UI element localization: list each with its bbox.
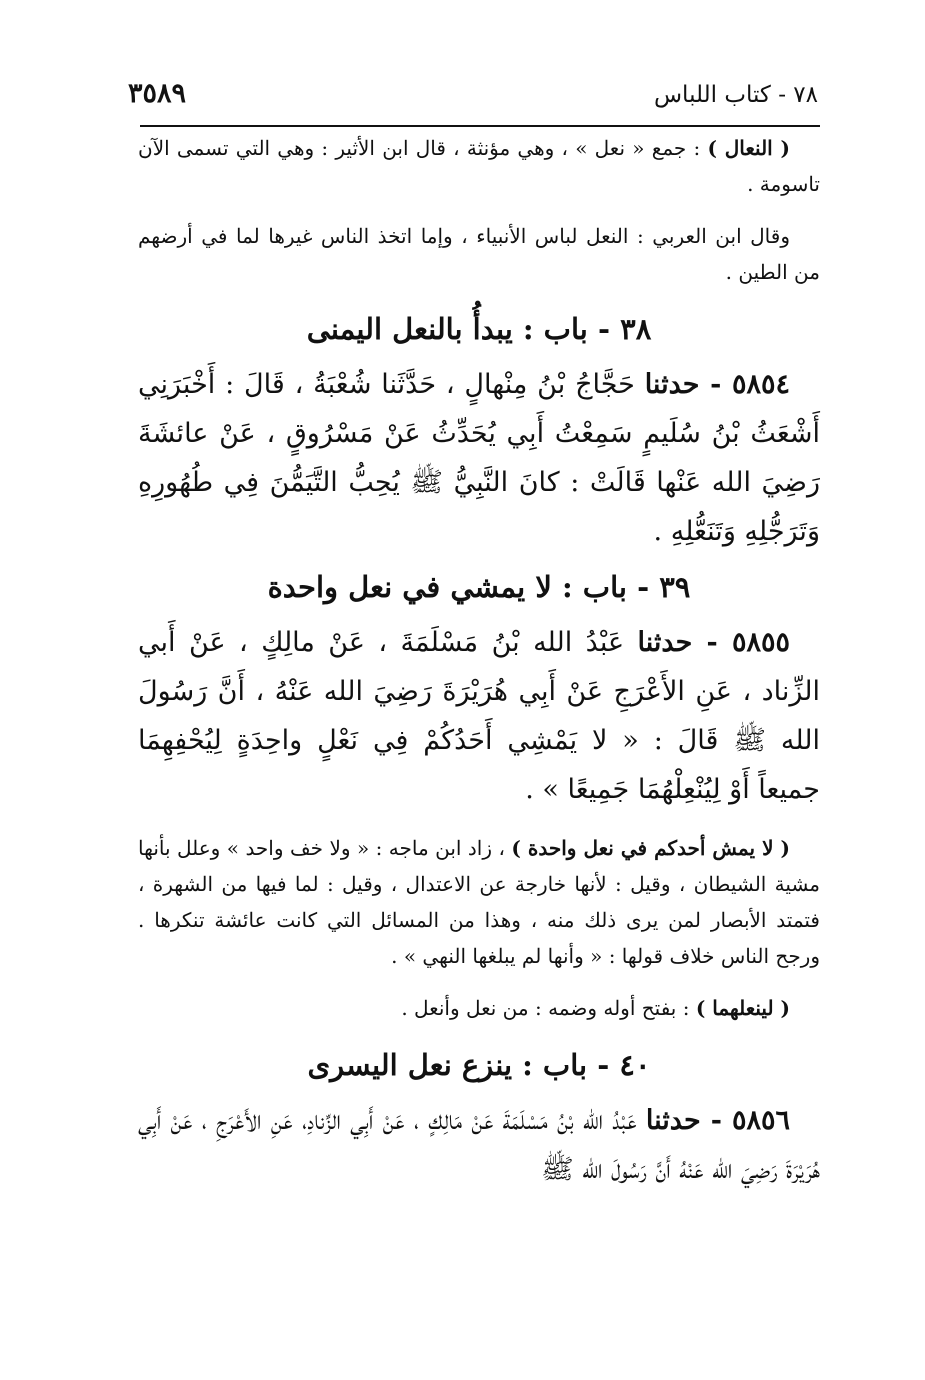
commentary-term: ( لا يمش أحدكم في نعل واحدة ) (511, 836, 790, 860)
commentary-text: وقال ابن العربي : النعل لباس الأنبياء ، وإما اتخذ الناس غيرها لما في أرضهم من الطين . (138, 224, 820, 284)
chapter-title: ٧٨ - كتاب اللباس (653, 82, 818, 108)
hadith-5854 (138, 360, 820, 556)
header-rule (140, 125, 820, 127)
chapter-heading-38: ٣٨ - باب : يبدأُ بالنعل اليمنى (306, 312, 652, 346)
hadith-text: حَجَّاجُ بْنُ مِنْهالٍ ، حَدَّثَنا شُعْبَةُ ، قَالَ : أَخْبَرَنِي أَشْعَثُ بْنُ سُلَيمٍ سَمِعْتُ أَبِي يُحَدِّثُ عَنْ مَسْرُوقٍ ، عَنْ عائشَةَ رَضِيَ الله عَنْها قَالَتْ : كانَ النَّبِيُّ ﷺ يُحِبُّ التَّيَمُّنَ فِي طُهُورِهِ وَتَرَجُّلِهِ وَتَنَعُّلِهِ . (138, 369, 820, 547)
commentary-text: ، زاد ابن ماجه : « ولا خف واحد » وعلل بأنها مشية الشيطان ، وقيل : لأنها خارجة عن الاعتدال ، وقيل : لما فيها من الشهرة ، فتمتد الأبصار لمن يرى ذلك منه ، وهذا من المسائل التي كانت عائشة تنكرها . ورجح الناس خلاف قولها : « وأنها لم يبلغها النهي » . (138, 836, 820, 968)
page-number: ٣٥٨٩ (128, 78, 187, 109)
commentary-nial (138, 130, 820, 202)
page-content (138, 130, 820, 1194)
running-header (128, 78, 818, 118)
hadith-5856 (138, 1096, 820, 1194)
hadith-5855 (138, 618, 820, 814)
commentary-text: : جمع « نعل » ، وهي مؤنثة ، قال ابن الأثير : وهي التي تسمى الآن تاسومة . (138, 136, 820, 196)
commentary-la-yamshi (138, 830, 820, 974)
commentary-text: : بفتح أوله وضمه : من نعل وأنعل . (401, 996, 696, 1020)
commentary-term: ( النعال ) (707, 136, 791, 160)
hadith-text: عَبْدُ الله بْنُ مَسْلَمَةَ عَنْ مَالِكٍ ، عَنْ أَبِي الزِّنادِ، عَنِ الأَعْرَجِ ، عَنْ أَبِي هُرَيْرَةَ رَضِيَ الله عَنْهُ أَنَّ رَسُولَ الله ﷺ (138, 1105, 820, 1185)
commentary-term: ( لينعلهما ) (695, 996, 790, 1020)
commentary-ibn-arabi (138, 218, 820, 290)
hadith-number: ٥٨٥٦ - حدثنا (645, 1105, 790, 1136)
hadith-text: عَبْدُ الله بْنُ مَسْلَمَةَ ، عَنْ مالِكٍ ، عَنْ أَبي الزِّناد ، عَنِ الأَعْرَجِ عَنْ أَبِي هُرَيْرَةَ رَضِيَ الله عَنْهُ ، أَنَّ رَسُولَ الله ﷺ قَالَ : « لا يَمْشِي أَحَدُكُمْ فِي نَعْلٍ واحِدَةٍ لِيُحْفِهِمَا جميعاً أَوْ لِيُنْعِلْهُمَا جَمِيعًا » . (138, 627, 820, 805)
chapter-heading-39: ٣٩ - باب : لا يمشي في نعل واحدة (267, 570, 691, 604)
commentary-linaalhuma (138, 990, 820, 1026)
hadith-number: ٥٨٥٤ - حدثنا (644, 369, 790, 400)
hadith-number: ٥٨٥٥ - حدثنا (637, 627, 790, 658)
chapter-heading-40: ٤٠ - باب : ينزع نعل اليسرى (307, 1048, 651, 1082)
